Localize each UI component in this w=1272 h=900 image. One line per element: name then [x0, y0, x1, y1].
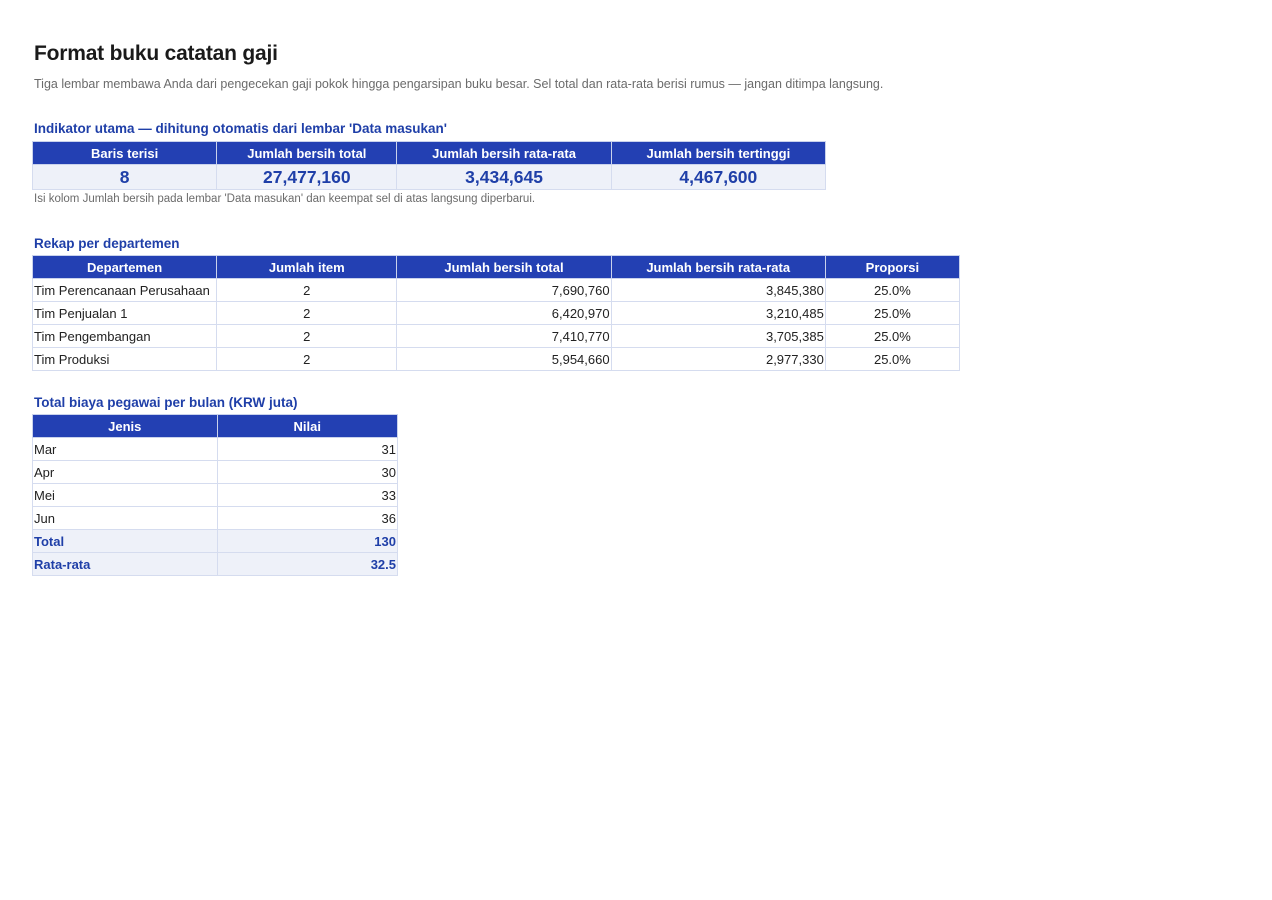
dept-header-row: [33, 256, 960, 279]
table-row: [33, 348, 960, 371]
dept-table: [32, 255, 960, 371]
average-value-cell[interactable]: 32.5: [217, 553, 398, 576]
table-row: [33, 484, 398, 507]
month-value-cell[interactable]: 31: [217, 438, 398, 461]
kpi-net-max-value[interactable]: 4,467,600: [611, 165, 825, 190]
dept-name-cell[interactable]: Tim Penjualan 1: [33, 302, 217, 325]
dept-header-cell[interactable]: Proporsi: [825, 256, 959, 279]
dept-share-cell[interactable]: 25.0%: [825, 302, 959, 325]
dept-header-cell[interactable]: Jumlah bersih total: [397, 256, 611, 279]
kpi-table: [32, 141, 826, 190]
table-row: [33, 302, 960, 325]
page-subtitle: Tiga lembar membawa Anda dari pengecekan gaji pokok hingga pengarsipan buku besar. Sel total dan rata-rata berisi rumus — jangan ditimpa langsung.: [34, 77, 884, 91]
dept-share-cell[interactable]: 25.0%: [825, 348, 959, 371]
monthly-header-row: [33, 415, 398, 438]
total-label-cell[interactable]: Total: [33, 530, 218, 553]
kpi-header-row: [33, 142, 826, 165]
average-row: [33, 553, 398, 576]
table-row: [33, 461, 398, 484]
month-value-cell[interactable]: 36: [217, 507, 398, 530]
page-title: Format buku catatan gaji: [34, 42, 278, 65]
kpi-header-cell[interactable]: Jumlah bersih rata-rata: [397, 142, 611, 165]
kpi-section-title: Indikator utama — dihitung otomatis dari lembar 'Data masukan': [34, 121, 447, 136]
dept-total-cell[interactable]: 6,420,970: [397, 302, 611, 325]
monthly-section-title: Total biaya pegawai per bulan (KRW juta): [34, 395, 298, 410]
dept-count-cell[interactable]: 2: [217, 325, 397, 348]
dept-avg-cell[interactable]: 3,705,385: [611, 325, 825, 348]
kpi-net-total-value[interactable]: 27,477,160: [217, 165, 397, 190]
dept-total-cell[interactable]: 7,690,760: [397, 279, 611, 302]
kpi-value-row: [33, 165, 826, 190]
total-row: [33, 530, 398, 553]
dept-count-cell[interactable]: 2: [217, 348, 397, 371]
month-value-cell[interactable]: 30: [217, 461, 398, 484]
kpi-rows-filled-value[interactable]: 8: [33, 165, 217, 190]
dept-header-cell[interactable]: Jumlah bersih rata-rata: [611, 256, 825, 279]
monthly-header-cell[interactable]: Jenis: [33, 415, 218, 438]
monthly-header-cell[interactable]: Nilai: [217, 415, 398, 438]
monthly-table: [32, 414, 398, 576]
table-row: [33, 279, 960, 302]
dept-total-cell[interactable]: 5,954,660: [397, 348, 611, 371]
dept-avg-cell[interactable]: 3,210,485: [611, 302, 825, 325]
month-label-cell[interactable]: Mei: [33, 484, 218, 507]
dept-name-cell[interactable]: Tim Pengembangan: [33, 325, 217, 348]
month-label-cell[interactable]: Apr: [33, 461, 218, 484]
dept-count-cell[interactable]: 2: [217, 302, 397, 325]
table-row: [33, 438, 398, 461]
kpi-note: Isi kolom Jumlah bersih pada lembar 'Data masukan' dan keempat sel di atas langsung diperbarui.: [34, 193, 536, 205]
kpi-header-cell[interactable]: Jumlah bersih tertinggi: [611, 142, 825, 165]
month-label-cell[interactable]: Jun: [33, 507, 218, 530]
kpi-header-cell[interactable]: Baris terisi: [33, 142, 217, 165]
dept-name-cell[interactable]: Tim Perencanaan Perusahaan: [33, 279, 217, 302]
dept-avg-cell[interactable]: 3,845,380: [611, 279, 825, 302]
dept-header-cell[interactable]: Jumlah item: [217, 256, 397, 279]
average-label-cell[interactable]: Rata-rata: [33, 553, 218, 576]
month-label-cell[interactable]: Mar: [33, 438, 218, 461]
table-row: [33, 325, 960, 348]
table-row: [33, 507, 398, 530]
kpi-header-cell[interactable]: Jumlah bersih total: [217, 142, 397, 165]
dept-share-cell[interactable]: 25.0%: [825, 325, 959, 348]
dept-name-cell[interactable]: Tim Produksi: [33, 348, 217, 371]
dept-total-cell[interactable]: 7,410,770: [397, 325, 611, 348]
dept-header-cell[interactable]: Departemen: [33, 256, 217, 279]
dept-section-title: Rekap per departemen: [34, 236, 180, 251]
dept-avg-cell[interactable]: 2,977,330: [611, 348, 825, 371]
kpi-net-average-value[interactable]: 3,434,645: [397, 165, 611, 190]
month-value-cell[interactable]: 33: [217, 484, 398, 507]
dept-count-cell[interactable]: 2: [217, 279, 397, 302]
dept-share-cell[interactable]: 25.0%: [825, 279, 959, 302]
total-value-cell[interactable]: 130: [217, 530, 398, 553]
